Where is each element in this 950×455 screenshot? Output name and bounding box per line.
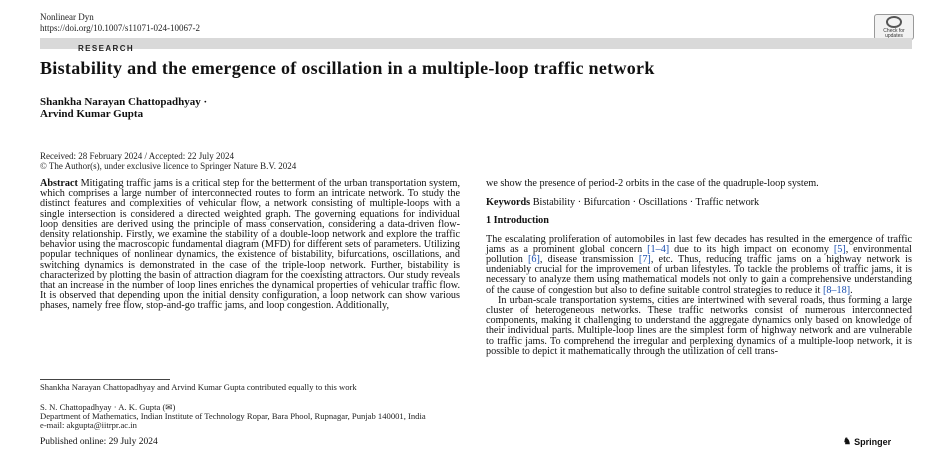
keywords-text: Bistability · Bifurcation · Oscillations · Traffic network	[532, 197, 760, 209]
intro-paragraph-2: In urban-scale transportation systems, cities are intertwined with several roads, thus forming a large cluster of heterogeneous networks. These traffic networks consist of numerous interconnected components, making it challenging to understand the aggregate dynamics only based on knowledge of their individual parts. Multiple-loop lines are the simplest form of highway network and are vulnerable to traffic jams. To comprehend the irregular and perplexing dynamics of a multiple-loop network, it is possible to depict it mathematically through the utilization of cell trans-	[486, 294, 912, 357]
section-bar	[40, 38, 912, 53]
received-accepted: Received: 28 February 2024 / Accepted: 22 July 2024	[40, 151, 234, 161]
paper-title: Bistability and the emergence of oscillation in a multiple-loop traffic network	[40, 58, 655, 78]
left-column	[40, 179, 460, 312]
keywords-label: Keywords	[486, 197, 531, 209]
intro-text: The escalating proliferation of automobiles in last few decades has resulted in the emergence of traffic jams as a prominent global concern	[486, 233, 912, 255]
author-list	[40, 96, 207, 120]
footnote-rule	[40, 379, 170, 380]
published-date: Published online: 29 July 2024	[40, 437, 158, 447]
dates-block	[40, 151, 296, 171]
affiliation-address: Department of Mathematics, Indian Institute of Technology Ropar, Bara Phool, Rupnagar, Punjab 140001, India	[40, 411, 426, 422]
citation-link[interactable]: [5]	[833, 243, 846, 255]
author-email[interactable]: e-mail: akgupta@iitrpr.ac.in	[40, 420, 137, 431]
abstract-label: Abstract	[40, 178, 78, 189]
keywords	[486, 198, 912, 208]
citation-link[interactable]: [1–4]	[647, 243, 670, 255]
right-column	[486, 179, 912, 357]
section-heading-introduction: 1 Introduction	[486, 215, 549, 227]
contribution-note: Shankha Narayan Chattopadhyay and Arvind Kumar Gupta contributed equally to this work	[40, 382, 357, 392]
springer-horse-icon: ♞	[843, 436, 852, 446]
abstract	[40, 179, 460, 312]
badge-label: Check for updates	[883, 27, 905, 39]
doi-link[interactable]: https://doi.org/10.1007/s11071-024-10067-2	[40, 23, 201, 33]
intro-paragraph-1	[486, 235, 912, 296]
intro-text: due to its high impact on economy	[669, 243, 834, 255]
journal-header	[40, 12, 200, 34]
section-label: RESEARCH	[78, 44, 135, 53]
copyright: © The Author(s), under exclusive licence to Springer Nature B.V. 2024	[40, 161, 297, 171]
citation-link[interactable]: [7]	[638, 254, 651, 266]
publisher-logo	[843, 436, 891, 447]
check-for-updates-badge[interactable]	[874, 14, 914, 40]
citation-link[interactable]: [6]	[527, 254, 540, 266]
intro-text: , environmental pollution	[486, 243, 913, 266]
affiliation-block	[40, 403, 460, 431]
citation-link[interactable]: [8–18]	[822, 284, 851, 296]
abstract-continued: we show the presence of period-2 orbits in the case of the quadruple-loop system.	[486, 178, 819, 189]
author-1[interactable]: Shankha Narayan Chattopadhyay ·	[40, 96, 208, 108]
intro-text: , etc. Thus, reducing traffic jams on a highway network is undeniably crucial for the improvement of urban lifestyles. To tackle the problems of traffic jams, it is necessary to analyze them using mathematical models not only to gain a comprehensive understanding of the cause of congestion but also to define suitable control strategies to reduce it	[486, 254, 912, 296]
abstract-text: Mitigating traffic jams is a critical step for the betterment of the urban transportation system, which comprises a large number of interconnected routes to form an intricate network. To study the distinct features and complexities of vehicular flow, a network consisting of multiple-loops with a single intersection is considered a directed weighted graph. The governing equations for individual loop densities are derived using the principle of mass conservation, considering a data-driven flow-density relationship. Firstly, we examine the stability of a double-loop network and explore the traffic behavior using the macroscopic fundamental diagram (MFD) for different sets of parameters. Utilizing popular techniques of nonlinear dynamics, the existence of bistability, bifurcations, oscillations, and switching dynamics is demonstrated in the case of the triple-loop network. Further, bistability is characterized by plotting the basin of attraction diagram for the coexisting attractors. Our study reveals that an increase in the number of loop lines enriches the dynamical properties of vehicular traffic flow. It is observed that depending upon the initial density configuration, a loop network can show various phases, namely free flow, stop-and-go traffic jams, and loop congestion. Additionally,	[40, 178, 461, 312]
publisher-name: Springer	[854, 436, 892, 447]
intro-text: .	[850, 284, 853, 296]
update-icon	[886, 16, 902, 28]
author-2[interactable]: Arvind Kumar Gupta	[40, 108, 144, 120]
intro-text: , disease transmission	[539, 254, 639, 266]
affiliation-authors: S. N. Chattopadhyay · A. K. Gupta (✉)	[40, 402, 176, 412]
journal-name: Nonlinear Dyn	[40, 12, 94, 22]
